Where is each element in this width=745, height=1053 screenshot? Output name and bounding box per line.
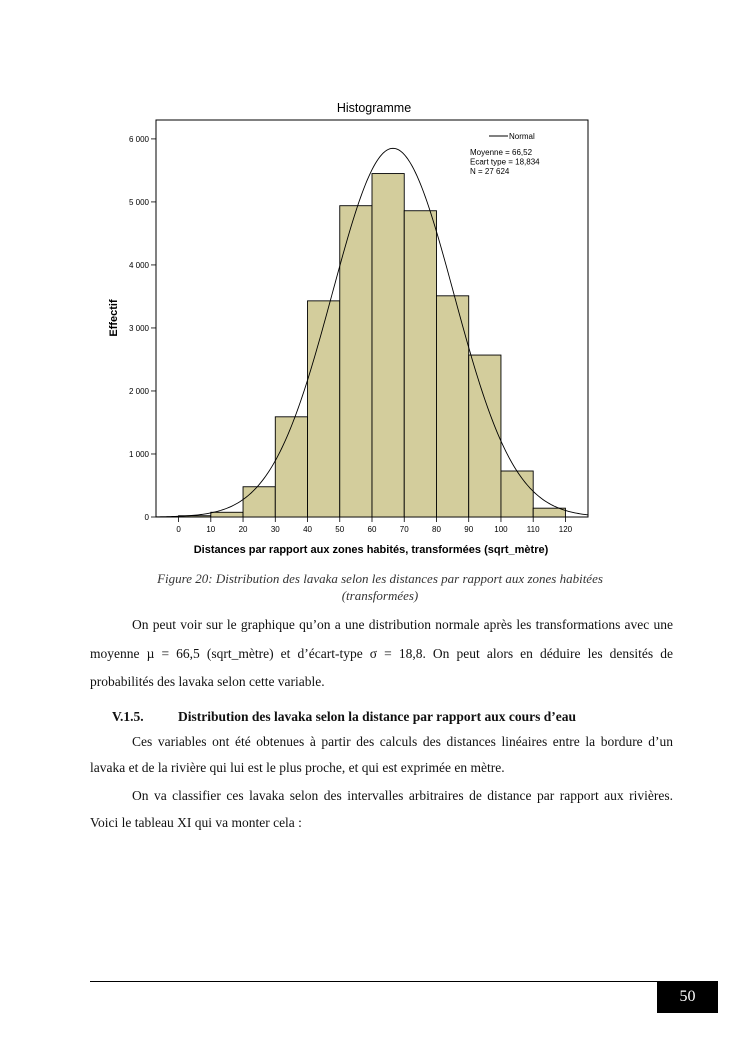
legend-stat-n: N = 27 624 bbox=[470, 167, 510, 176]
x-tick-label: 40 bbox=[303, 525, 312, 534]
caption-line-1: Figure 20: Distribution des lavaka selon les distances par rapport aux zones habitées bbox=[157, 571, 603, 586]
legend-stat-mean: Moyenne = 66,52 bbox=[470, 148, 533, 157]
x-tick-label: 80 bbox=[432, 525, 441, 534]
x-tick-label: 20 bbox=[238, 525, 248, 534]
section-number: V.1.5. bbox=[112, 709, 144, 724]
y-tick-label: 6 000 bbox=[128, 134, 149, 144]
x-tick-label: 100 bbox=[494, 525, 508, 534]
chart-title: Histogramme bbox=[336, 101, 412, 115]
x-tick-label: 30 bbox=[270, 525, 280, 534]
histogram-bar bbox=[469, 355, 501, 517]
x-tick-label: 60 bbox=[367, 525, 377, 534]
y-axis-label: Effectif bbox=[108, 299, 120, 337]
y-tick-label: 2 000 bbox=[128, 386, 149, 396]
x-tick-label: 70 bbox=[399, 525, 409, 534]
paragraph-2: Ces variables ont été obtenues à partir des calculs des distances linéaires entre la bordure d’un lavaka et de la rivière qui lui est le plus proche, et qui est exprimée en mètre. bbox=[90, 734, 673, 775]
caption-line-2: (transformées) bbox=[341, 588, 419, 603]
histogram-bar bbox=[340, 206, 372, 517]
x-tick-label: 110 bbox=[526, 525, 540, 534]
histogram-bar bbox=[275, 417, 307, 517]
paragraph-1: On peut voir sur le graphique qu’on a une distribution normale après les transformations avec une moyenne µ = 66,5 (sqrt_mètre) et d’écart-type σ = 18,8. On peut alors en déduire les densités de probabilités des lavaka selon cette variable. bbox=[90, 617, 673, 689]
histogram-bar bbox=[404, 211, 436, 517]
histogram-bar bbox=[211, 512, 243, 517]
histogram-bar bbox=[372, 174, 404, 517]
footer-rule bbox=[90, 981, 657, 982]
legend-entry: Normal bbox=[509, 132, 535, 141]
x-tick-label: 0 bbox=[176, 525, 181, 534]
y-tick-label: 3 000 bbox=[128, 323, 149, 333]
x-axis bbox=[176, 517, 572, 534]
legend-stat-sd: Ecart type = 18,834 bbox=[470, 157, 540, 167]
y-tick-label: 4 000 bbox=[128, 260, 149, 270]
histogram-bar bbox=[533, 508, 565, 517]
histogram-bar bbox=[308, 301, 340, 517]
page-number: 50 bbox=[657, 981, 718, 1013]
y-tick-label: 0 bbox=[144, 513, 149, 522]
paragraph-3: On va classifier ces lavaka selon des intervalles arbitraires de distance par rapport aux rivières. Voici le tableau XI qui va monter cela : bbox=[90, 788, 673, 830]
x-axis-label: Distances par rapport aux zones habités, transformées (sqrt_mètre) bbox=[193, 544, 549, 556]
x-tick-label: 90 bbox=[464, 525, 474, 534]
section-heading bbox=[112, 709, 576, 725]
x-tick-label: 120 bbox=[558, 525, 573, 534]
y-axis bbox=[129, 135, 156, 522]
section-title: Distribution des lavaka selon la distance par rapport aux cours d’eau bbox=[178, 709, 577, 724]
figure-caption bbox=[100, 570, 660, 604]
y-tick-label: 5 000 bbox=[128, 197, 149, 207]
histogram-bar bbox=[243, 487, 275, 517]
x-tick-label: 10 bbox=[206, 525, 216, 534]
histogram-bar bbox=[501, 471, 533, 517]
x-tick-label: 50 bbox=[335, 525, 345, 534]
y-tick-label: 1 000 bbox=[128, 449, 149, 459]
